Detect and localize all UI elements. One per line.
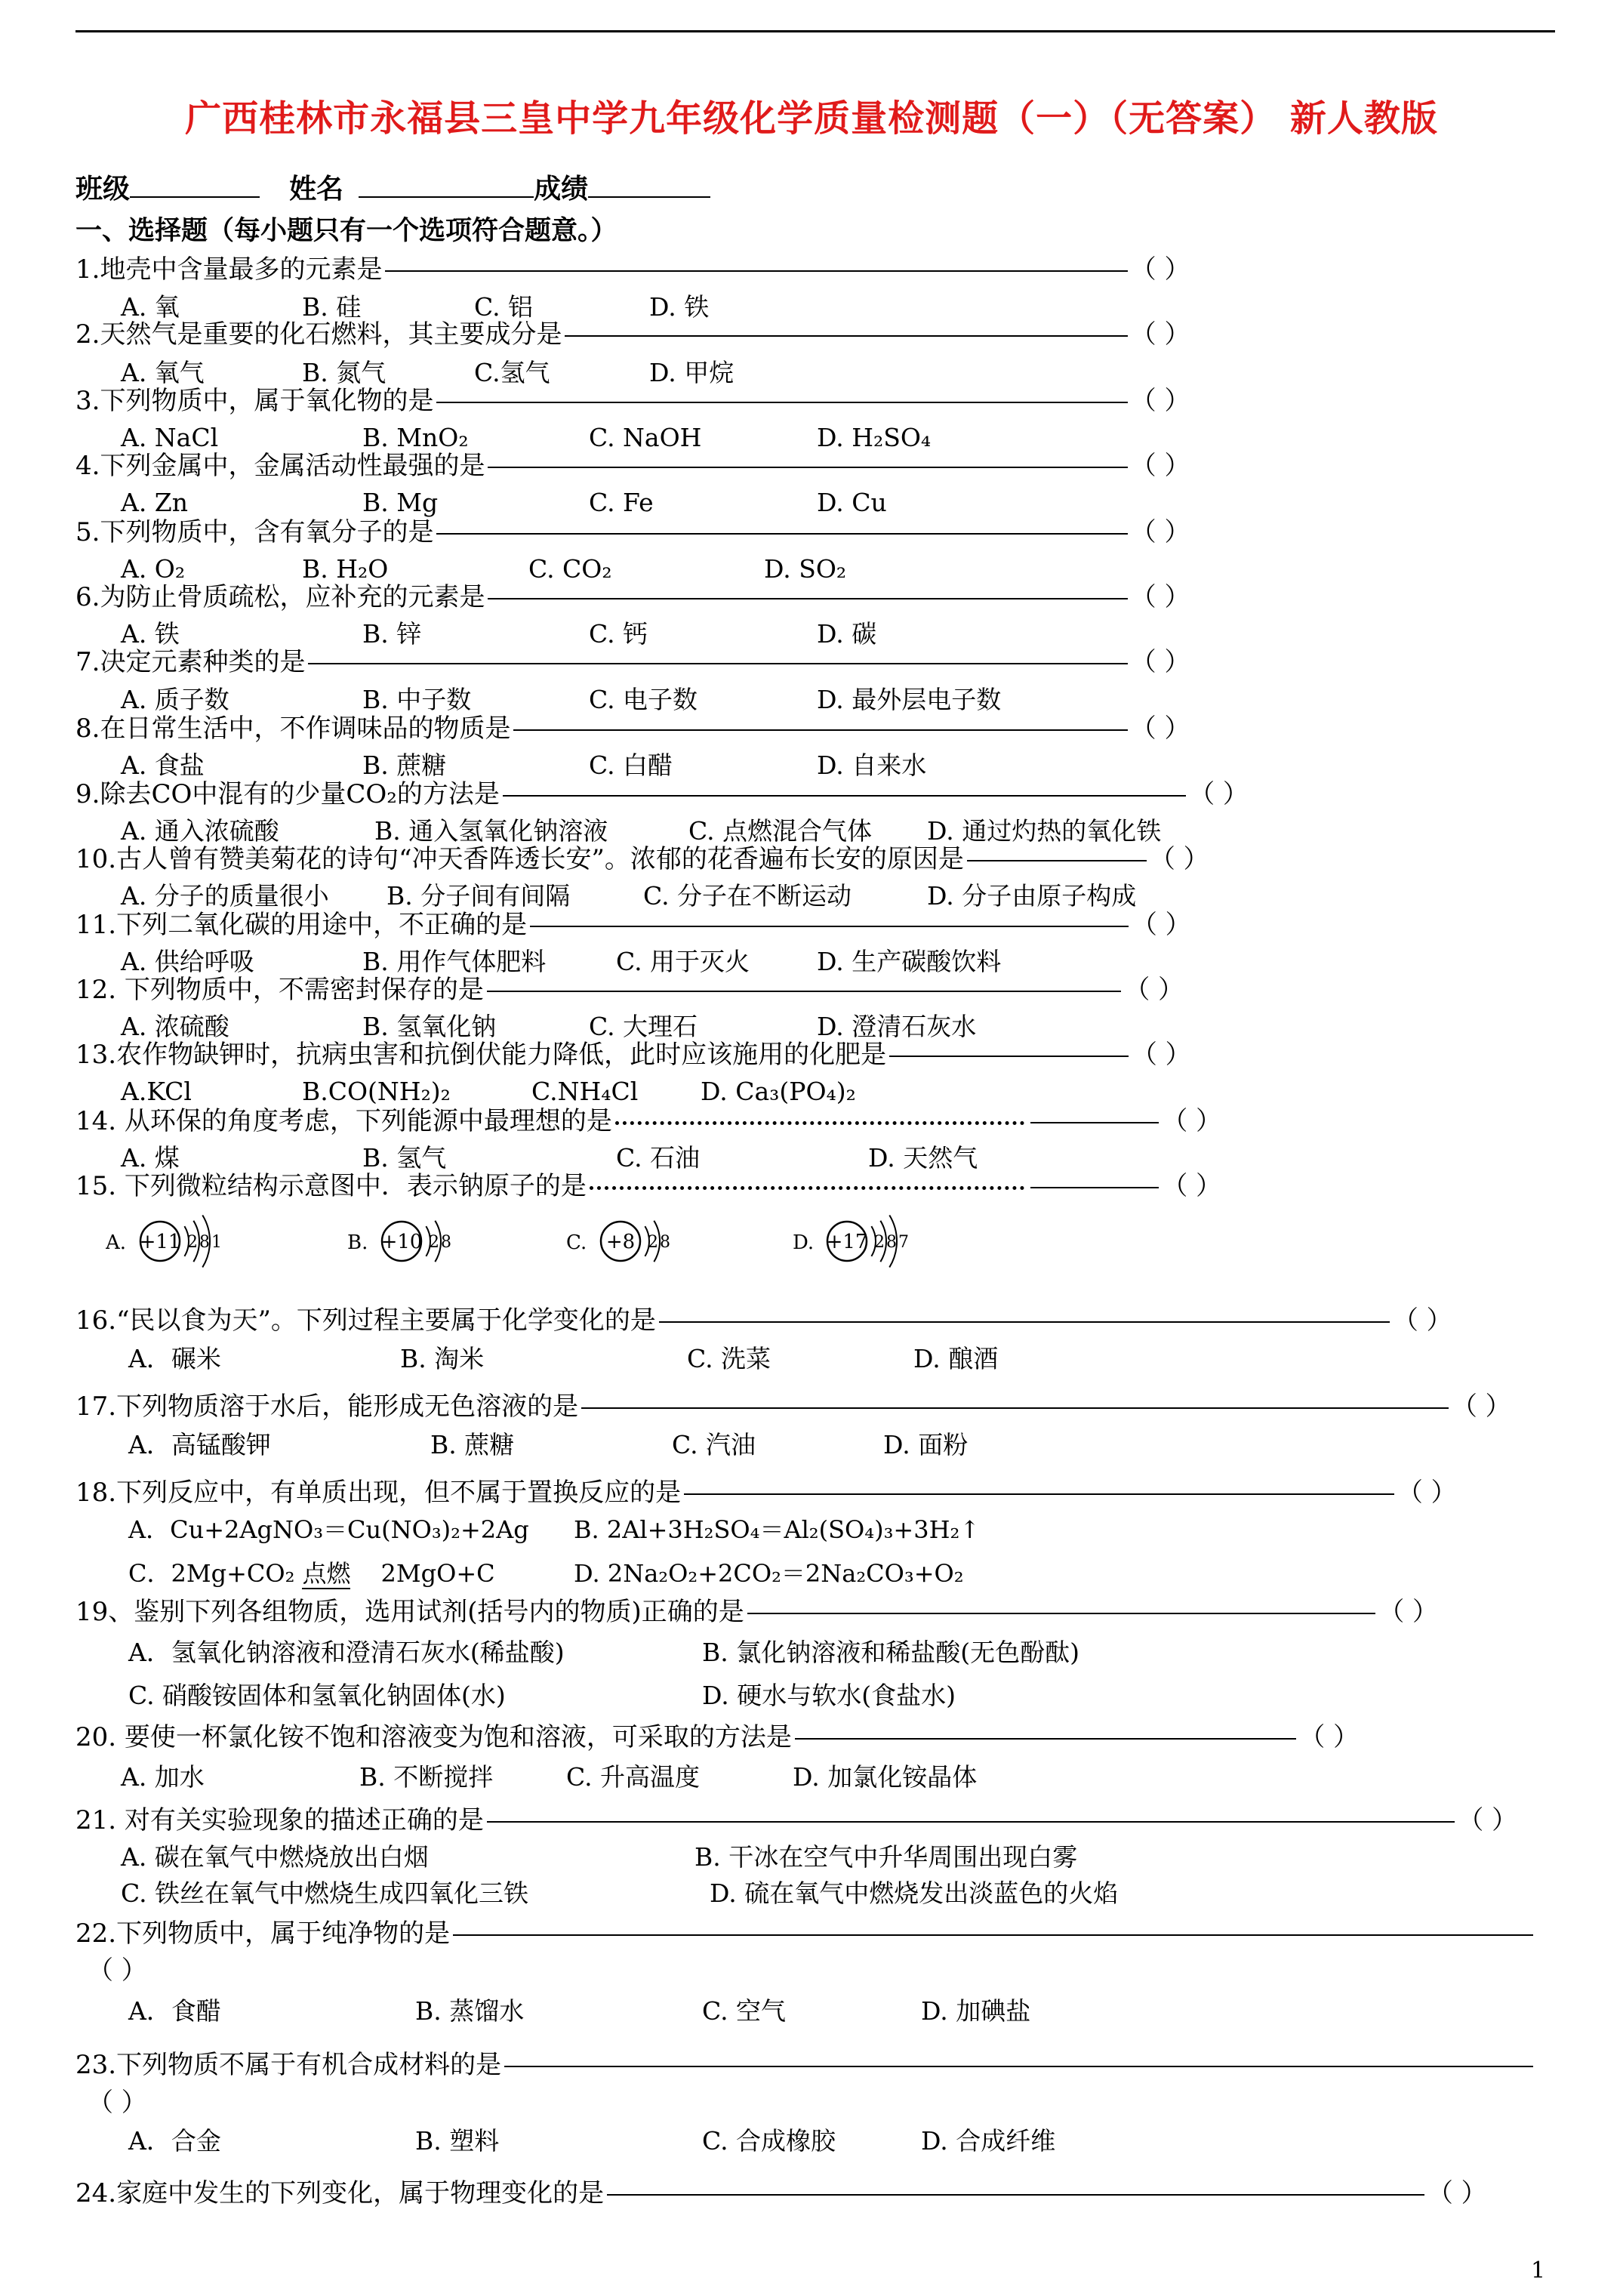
option-c[interactable]: C. 铁丝在氧气中燃烧生成四氧化三铁 <box>121 1878 529 1908</box>
question-15 <box>75 1167 1221 1205</box>
diagram-letter: A. <box>106 1231 127 1254</box>
option-a[interactable]: A．Cu+2AgNO₃＝Cu(NO₃)₂+2Ag <box>128 1515 529 1544</box>
answer-blank[interactable]: （ ） <box>1130 254 1190 285</box>
question-text: 下列金属中，金属活动性最强的是 <box>100 451 485 481</box>
option-c[interactable]: C. 大理石 <box>589 1012 698 1041</box>
top-rule <box>75 30 1555 32</box>
option-c[interactable]: C. CO₂ <box>528 554 612 584</box>
option-d[interactable]: D. 硫在氧气中燃烧发出淡蓝色的火焰 <box>710 1878 1119 1908</box>
question-8 <box>75 710 1190 747</box>
leader-line <box>565 335 1127 337</box>
question-number: 1. <box>75 254 100 285</box>
option-c[interactable]: C. 汽油 <box>672 1430 756 1459</box>
option-d[interactable]: D. 天然气 <box>868 1143 978 1173</box>
answer-blank[interactable]: （ ） <box>1149 844 1209 874</box>
question-number: 2. <box>75 319 100 350</box>
question-number: 15. <box>75 1171 117 1201</box>
option-a[interactable]: A. 通入浓硫酸 <box>121 816 279 846</box>
electron-counts: 28 <box>429 1233 453 1252</box>
question-text: 下列物质溶于水后，能形成无色溶液的是 <box>116 1391 579 1422</box>
option-c[interactable]: C. 石油 <box>616 1143 701 1173</box>
answer-blank[interactable]: （ ） <box>1131 910 1191 940</box>
question-12 <box>75 971 1184 1009</box>
question-text: 天然气是重要的化石燃料，其主要成分是 <box>100 319 562 350</box>
answer-blank[interactable]: （ ） <box>1162 1106 1222 1136</box>
option-a[interactable]: A. 供给呼吸 <box>121 947 254 976</box>
option-b[interactable]: B. 分子间有间隔 <box>387 881 571 911</box>
option-a[interactable]: A．碾米 <box>128 1344 221 1373</box>
atom-diagram-b[interactable] <box>347 1200 483 1276</box>
question-text: 除去CO中混有的少量CO₂的方法是 <box>100 779 500 809</box>
question-text: 下列物质中，属于纯净物的是 <box>116 1918 451 1949</box>
answer-blank[interactable]: （ ） <box>1458 1805 1518 1835</box>
question-text: 古人曾有赞美菊花的诗句“冲天香阵透长安”。浓郁的花香遍布长安的原因是 <box>116 844 964 874</box>
option-d[interactable]: D. 澄清石灰水 <box>817 1012 977 1041</box>
nucleus-charge: +11 <box>139 1231 181 1253</box>
option-d[interactable]: D. 面粉 <box>883 1430 969 1459</box>
question-text: 从环保的角度考虑，下列能源中最理想的是 <box>116 1106 612 1136</box>
option-a[interactable]: A. 加水 <box>121 1762 205 1792</box>
electron-counts: 28 <box>648 1233 672 1252</box>
option-a[interactable]: A. 质子数 <box>121 685 229 714</box>
option-b[interactable]: B. 氢气 <box>362 1143 447 1173</box>
leader-line <box>1030 1187 1159 1188</box>
question-text: 下列物质中，不需密封保存的是 <box>116 975 484 1005</box>
question-number: 8. <box>75 713 100 744</box>
leader-line <box>436 402 1127 403</box>
option-d[interactable]: D. 加碘盐 <box>921 1996 1031 2026</box>
question-number: 24. <box>75 2178 117 2208</box>
diagram-letter: D. <box>793 1231 815 1254</box>
option-d[interactable]: D. H₂SO₄ <box>817 423 932 452</box>
score-label: 成绩 <box>534 173 589 205</box>
option-c-products: 2MgO+C <box>380 1559 495 1588</box>
diagram-letter: C. <box>566 1231 587 1254</box>
atom-diagram-a[interactable] <box>106 1200 242 1276</box>
option-b[interactable]: B. 干冰在空气中升华周围出现白雾 <box>694 1842 1078 1872</box>
leader-line <box>487 991 1121 992</box>
question-11 <box>75 906 1191 944</box>
option-a[interactable]: A. 铁 <box>121 619 180 649</box>
atom-diagram-d[interactable] <box>793 1200 929 1276</box>
option-c[interactable]: C.NH₄Cl <box>531 1077 639 1106</box>
answer-blank[interactable]: （ ） <box>1427 2178 1487 2208</box>
question-text: 要使一杯氯化铵不饱和溶液变为饱和溶液，可采取的方法是 <box>116 1722 792 1752</box>
leader-line <box>967 860 1147 861</box>
leader-line <box>795 1738 1296 1740</box>
option-a[interactable]: A. O₂ <box>121 554 186 584</box>
option-b[interactable]: B. 氢氧化钠 <box>362 1012 497 1041</box>
option-a[interactable]: A．合金 <box>128 2126 221 2156</box>
option-b[interactable]: B. Mg <box>362 488 439 517</box>
option-d[interactable]: D. 碳 <box>817 619 877 649</box>
question-number: 22. <box>75 1918 117 1949</box>
question-7 <box>75 643 1190 681</box>
leader-line <box>504 2066 1533 2067</box>
option-d[interactable]: D. Ca₃(PO₄)₂ <box>701 1077 856 1106</box>
leader-line <box>530 926 1129 927</box>
question-text: 地壳中含量最多的元素是 <box>100 254 383 285</box>
answer-blank[interactable]: （ ） <box>1130 582 1190 612</box>
option-d[interactable]: D. 合成纤维 <box>921 2126 1056 2156</box>
option-b[interactable]: B. 硅 <box>302 292 362 322</box>
option-d[interactable]: D. 通过灼热的氧化铁 <box>927 816 1162 846</box>
leader-line <box>513 729 1127 731</box>
option-d[interactable]: D. 加氯化铵晶体 <box>793 1762 978 1792</box>
answer-blank[interactable]: （ ） <box>1392 1305 1452 1336</box>
question-text: 下列微粒结构示意图中．表示钠原子的是 <box>116 1171 587 1201</box>
question-text: 对有关实验现象的描述正确的是 <box>116 1805 484 1835</box>
answer-blank[interactable]: （ ） <box>1162 1171 1222 1201</box>
option-b[interactable]: B. 氯化钠溶液和稀盐酸(无色酚酞) <box>702 1638 1079 1667</box>
question-20 <box>75 1718 1359 1756</box>
option-c[interactable]: C. 铝 <box>474 292 534 322</box>
question-text: 鉴别下列各组物质，选用试剂(括号内的物质)正确的是 <box>134 1597 744 1627</box>
leader-dots <box>615 1121 1024 1125</box>
option-a[interactable]: A. 氧 <box>121 292 180 322</box>
option-a[interactable]: A. 分子的质量很小 <box>121 881 329 911</box>
option-a[interactable]: A. 碳在氧气中燃烧放出白烟 <box>121 1842 429 1872</box>
question-14 <box>75 1102 1221 1140</box>
option-d[interactable]: D. 分子由原子构成 <box>927 881 1137 911</box>
question-19 <box>75 1593 1438 1631</box>
question-number: 19、 <box>75 1597 134 1627</box>
leader-line <box>436 533 1127 535</box>
question-5 <box>75 513 1190 551</box>
answer-blank[interactable]: （ ） <box>1189 779 1249 809</box>
diagram-letter: B. <box>347 1231 368 1254</box>
question-text: 下列物质中，含有氧分子的是 <box>100 517 434 547</box>
option-c[interactable]: C. 分子在不断运动 <box>643 881 852 911</box>
student-info-line <box>75 168 710 206</box>
question-3 <box>75 382 1190 420</box>
question-21 <box>75 1801 1517 1839</box>
question-4 <box>75 447 1190 485</box>
question-number: 12. <box>75 975 117 1005</box>
question-number: 16. <box>75 1305 117 1336</box>
option-b[interactable]: B.CO(NH₂)₂ <box>302 1077 451 1106</box>
option-c[interactable]: C. 用于灭火 <box>616 947 750 976</box>
option-b[interactable]: B. 塑料 <box>415 2126 500 2156</box>
answer-blank[interactable]: （ ） <box>1130 451 1190 481</box>
class-label: 班级 <box>75 173 131 205</box>
option-b[interactable]: B. 蔗糖 <box>362 750 447 780</box>
section-title: 一、选择题（每小题只有一个选项符合题意。） <box>75 215 617 246</box>
score-blank[interactable] <box>588 172 710 198</box>
answer-blank[interactable]: （ ） <box>1130 517 1190 547</box>
leader-line <box>453 1934 1533 1936</box>
answer-blank[interactable]: （ ） <box>1131 1040 1191 1070</box>
question-number: 14. <box>75 1106 117 1136</box>
answer-blank[interactable]: （ ） <box>1378 1597 1438 1627</box>
question-18 <box>75 1474 1457 1512</box>
question-text: 下列二氧化碳的用途中，不正确的是 <box>116 910 528 940</box>
option-d[interactable]: D. 酿酒 <box>913 1344 999 1373</box>
option-a[interactable]: A. 食盐 <box>121 750 205 780</box>
option-c[interactable]: C. NaOH <box>589 423 702 452</box>
question-10 <box>75 840 1209 878</box>
question-number: 21. <box>75 1805 117 1835</box>
option-b[interactable]: B. H₂O <box>302 554 389 584</box>
leader-line <box>308 663 1127 664</box>
question-text: 下列反应中，有单质出现，但不属于置换反应的是 <box>116 1478 682 1508</box>
nucleus-charge: +8 <box>605 1231 636 1253</box>
option-b[interactable]: B. 2Al+3H₂SO₄＝Al₂(SO₄)₃+3H₂↑ <box>574 1515 981 1544</box>
option-b[interactable]: B. 用作气体肥料 <box>362 947 547 976</box>
option-c[interactable]: C. 合成橡胶 <box>702 2126 836 2156</box>
option-c[interactable]: C. 升高温度 <box>566 1762 701 1792</box>
question-text: 为防止骨质疏松，应补充的元素是 <box>100 582 485 612</box>
nucleus-charge: +10 <box>380 1231 423 1253</box>
option-b[interactable]: B. 蒸馏水 <box>415 1996 525 2026</box>
question-number: 11. <box>75 910 117 940</box>
option-d[interactable]: D. 自来水 <box>817 750 927 780</box>
leader-dots <box>590 1186 1024 1190</box>
option-d[interactable]: D. 硬水与软水(食盐水) <box>702 1681 956 1710</box>
option-c[interactable]: C. 白醋 <box>589 750 673 780</box>
option-d[interactable]: D. 最外层电子数 <box>817 685 1002 714</box>
option-d[interactable]: D. 甲烷 <box>649 358 735 387</box>
answer-blank[interactable]: （ ） <box>1130 319 1190 350</box>
name-label: 姓名 <box>289 173 344 205</box>
question-number: 18. <box>75 1478 117 1508</box>
option-c[interactable] <box>128 1555 495 1592</box>
question-number: 3. <box>75 386 100 416</box>
leader-line <box>488 598 1127 599</box>
option-b[interactable]: B. 中子数 <box>362 685 472 714</box>
answer-blank[interactable]: （ ） <box>88 2088 147 2118</box>
atom-diagram-c[interactable] <box>566 1200 702 1276</box>
question-22 <box>75 1915 1536 1952</box>
question-text: 下列物质中，属于氧化物的是 <box>100 386 434 416</box>
question-24 <box>75 2174 1487 2212</box>
leader-line <box>503 795 1186 797</box>
option-b[interactable]: B. 蔗糖 <box>430 1430 515 1459</box>
leader-line <box>487 1821 1455 1823</box>
page-number: 1 <box>1531 2257 1546 2284</box>
answer-blank[interactable]: （ ） <box>1130 713 1190 744</box>
answer-blank[interactable]: （ ） <box>1130 386 1190 416</box>
question-text: 在日常生活中，不作调味品的物质是 <box>100 713 511 744</box>
option-d[interactable]: D. 铁 <box>649 292 710 322</box>
option-b[interactable]: B. MnO₂ <box>362 423 469 452</box>
option-c-reactants: C．2Mg+CO₂ <box>128 1559 295 1588</box>
leader-line <box>1030 1122 1159 1123</box>
option-a[interactable]: A. 煤 <box>121 1143 180 1173</box>
question-number: 10. <box>75 844 117 874</box>
option-a[interactable]: A．食醋 <box>128 1996 221 2026</box>
question-number: 4. <box>75 451 100 481</box>
question-number: 6. <box>75 582 100 612</box>
answer-blank[interactable]: （ ） <box>1130 647 1190 677</box>
option-c[interactable]: C. 洗菜 <box>687 1344 771 1373</box>
question-text: “民以食为天”。下列过程主要属于化学变化的是 <box>116 1305 656 1336</box>
option-b[interactable]: B. 通入氢氧化钠溶液 <box>374 816 608 846</box>
leader-line <box>889 1056 1129 1057</box>
answer-blank[interactable]: （ ） <box>1451 1391 1511 1422</box>
option-a[interactable]: A.KCl <box>121 1077 192 1106</box>
question-9 <box>75 775 1249 813</box>
electron-counts: 281 <box>187 1233 223 1252</box>
option-b[interactable]: B. 不断搅拌 <box>359 1762 494 1792</box>
class-blank[interactable] <box>130 172 260 198</box>
question-23 <box>75 2046 1536 2084</box>
answer-blank[interactable]: （ ） <box>1299 1722 1360 1752</box>
option-a[interactable]: A. 氧气 <box>121 358 205 387</box>
leader-line <box>659 1321 1390 1323</box>
question-13 <box>75 1036 1191 1074</box>
option-b[interactable]: B. 锌 <box>362 619 422 649</box>
option-b[interactable]: B. 氮气 <box>302 358 387 387</box>
question-1 <box>75 251 1190 288</box>
question-text: 农作物缺钾时，抗病虫害和抗倒伏能力降低，此时应该施用的化肥是 <box>116 1040 887 1070</box>
option-d[interactable]: D. 2Na₂O₂+2CO₂＝2Na₂CO₃+O₂ <box>574 1559 964 1588</box>
option-a[interactable]: A．高锰酸钾 <box>128 1430 271 1459</box>
option-c[interactable]: C. Fe <box>589 488 654 517</box>
electron-counts: 287 <box>874 1233 910 1252</box>
leader-line <box>684 1493 1394 1495</box>
page-title: 广西桂林市永福县三皇中学九年级化学质量检测题（一）（无答案） 新人教版 <box>185 97 1438 140</box>
answer-blank[interactable]: （ ） <box>1397 1478 1457 1508</box>
question-text: 下列物质不属于有机合成材料的是 <box>116 2050 502 2080</box>
option-d[interactable]: D. 生产碳酸饮料 <box>817 947 1002 976</box>
nucleus-charge: +17 <box>826 1231 868 1253</box>
reaction-condition: 点燃 <box>302 1559 351 1588</box>
question-number: 7. <box>75 647 100 677</box>
option-a[interactable]: A. NaCl <box>121 423 219 452</box>
leader-line <box>607 2194 1424 2196</box>
question-number: 9. <box>75 779 100 809</box>
option-b[interactable]: B. 淘米 <box>400 1344 485 1373</box>
question-text: 决定元素种类的是 <box>100 647 306 677</box>
option-d[interactable]: D. Cu <box>817 488 887 517</box>
answer-blank[interactable]: （ ） <box>88 1955 147 1986</box>
question-number: 23. <box>75 2050 117 2080</box>
option-a[interactable]: A. 浓硫酸 <box>121 1012 229 1041</box>
option-d[interactable]: D. SO₂ <box>764 554 847 584</box>
option-c[interactable]: C.氢气 <box>474 358 550 387</box>
option-c[interactable]: C. 点燃混合气体 <box>688 816 873 846</box>
question-2 <box>75 316 1190 353</box>
option-c[interactable]: C. 电子数 <box>589 685 698 714</box>
question-number: 5. <box>75 517 100 547</box>
option-c[interactable]: C. 空气 <box>702 1996 787 2026</box>
option-c[interactable]: C. 钙 <box>589 619 648 649</box>
question-6 <box>75 578 1190 616</box>
question-number: 20. <box>75 1722 117 1752</box>
question-number: 13. <box>75 1040 117 1070</box>
option-c[interactable]: C. 硝酸铵固体和氢氧化钠固体(水) <box>128 1681 506 1710</box>
answer-blank[interactable]: （ ） <box>1124 975 1184 1005</box>
option-a[interactable]: A．氢氧化钠溶液和澄清石灰水(稀盐酸) <box>128 1638 565 1667</box>
option-a[interactable]: A. Zn <box>121 488 188 517</box>
question-17 <box>75 1388 1511 1425</box>
question-text: 家庭中发生的下列变化，属于物理变化的是 <box>116 2178 605 2208</box>
leader-line <box>488 467 1127 468</box>
leader-line <box>747 1613 1375 1614</box>
leader-line <box>385 270 1127 272</box>
name-blank[interactable] <box>359 172 534 198</box>
leader-line <box>581 1407 1449 1409</box>
question-number: 17. <box>75 1391 117 1422</box>
question-16 <box>75 1302 1452 1339</box>
